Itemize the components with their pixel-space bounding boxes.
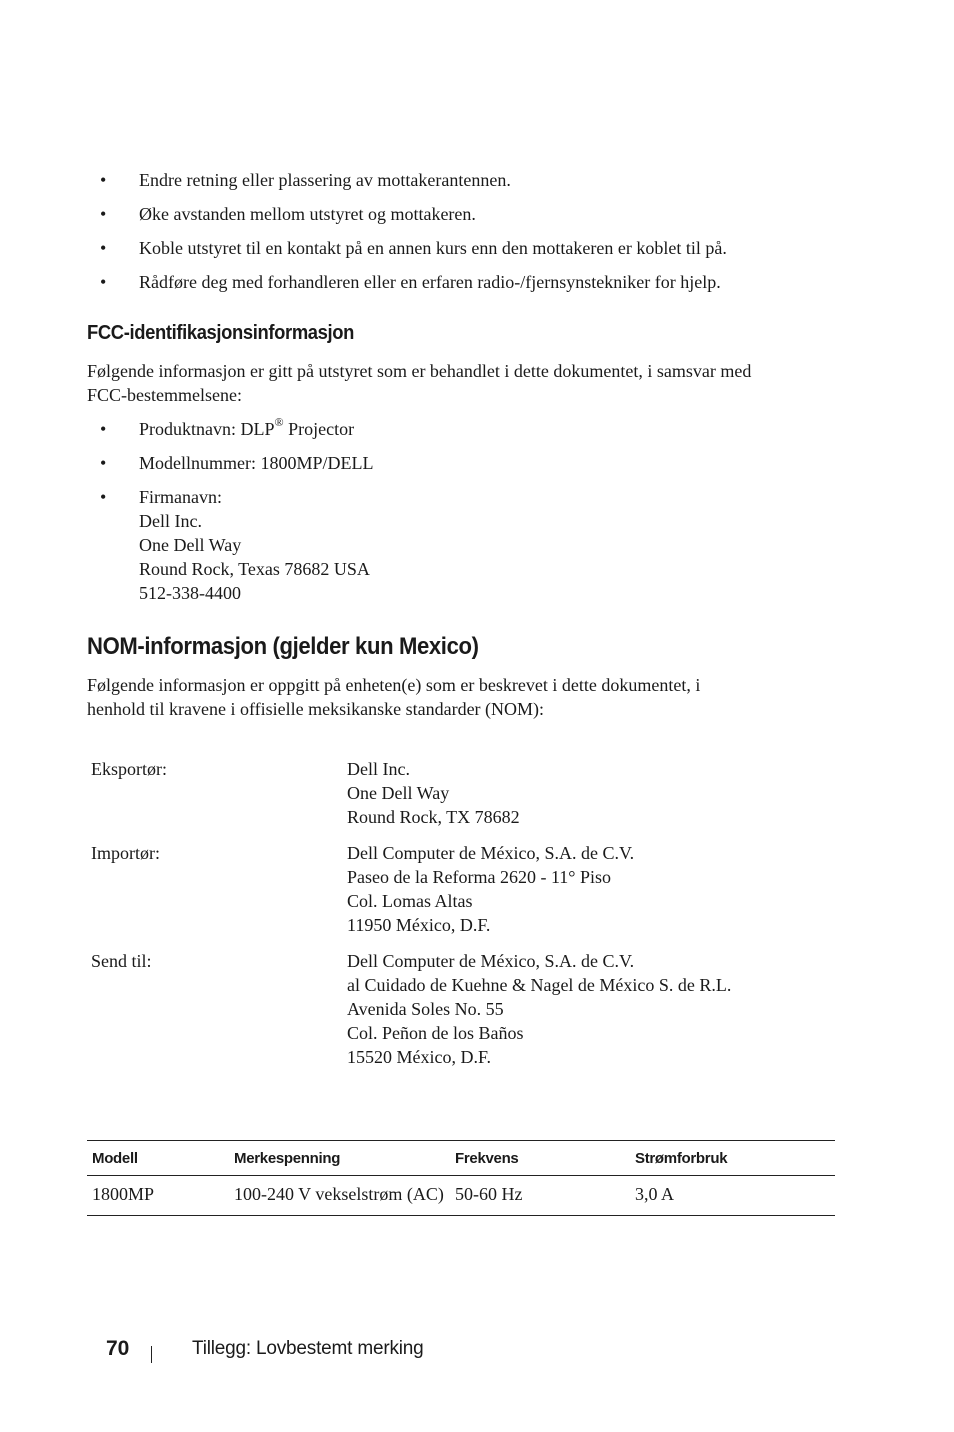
exporter-label: Eksportør: xyxy=(91,759,167,779)
list-item-text: Rådføre deg med forhandleren eller en erfaren radio-/fjernsynstekniker for hjelp. xyxy=(139,272,721,292)
company-line: Round Rock, Texas 78682 USA xyxy=(139,559,370,579)
list-item-text: Øke avstanden mellom utstyret og mottakeren. xyxy=(139,204,476,224)
company-item xyxy=(87,485,373,605)
bullet: • xyxy=(100,170,107,190)
nom-intro xyxy=(87,673,837,721)
bullet: • xyxy=(100,238,107,258)
cell-model: 1800MP xyxy=(87,1176,229,1216)
footer-divider xyxy=(151,1346,152,1363)
address-line: One Dell Way xyxy=(347,783,450,803)
list-item-text: Koble utstyret til en kontakt på en annen kurs enn den mottakeren er koblet til på. xyxy=(139,238,727,258)
importer-address xyxy=(347,841,634,937)
fcc-intro xyxy=(87,359,837,407)
exporter-address xyxy=(347,757,520,829)
address-line: 11950 México, D.F. xyxy=(347,915,491,935)
send-to-label: Send til: xyxy=(91,951,152,971)
address-line: 15520 México, D.F. xyxy=(347,1047,492,1067)
list-item xyxy=(87,270,727,294)
product-rest: Projector xyxy=(283,419,355,439)
bullet: • xyxy=(100,419,107,439)
address-line: Col. Peñon de los Baños xyxy=(347,1023,524,1043)
importer-label: Importør: xyxy=(91,843,160,863)
header-power: Strømforbruk xyxy=(630,1141,835,1176)
address-line: Dell Inc. xyxy=(347,759,410,779)
address-line: al Cuidado de Kuehne & Nagel de México S. de R.L. xyxy=(347,975,732,995)
cell-frequency: 50-60 Hz xyxy=(450,1176,630,1216)
cell-voltage: 100-240 V vekselstrøm (AC) xyxy=(229,1176,450,1216)
table-row xyxy=(87,1176,835,1216)
nom-intro-line: henhold til kravene i offisielle meksikanske standarder (NOM): xyxy=(87,699,545,719)
list-item xyxy=(87,168,727,192)
cell-power: 3,0 A xyxy=(630,1176,835,1216)
product-label: Produktnavn: DLP xyxy=(139,419,275,439)
recommendation-list xyxy=(87,168,727,304)
header-frequency: Frekvens xyxy=(450,1141,630,1176)
address-line: Paseo de la Reforma 2620 - 11° Piso xyxy=(347,867,611,887)
company-line: One Dell Way xyxy=(139,535,242,555)
nom-heading: NOM-informasjon (gjelder kun Mexico) xyxy=(87,633,479,660)
bullet: • xyxy=(100,453,107,473)
product-name-item xyxy=(87,417,373,441)
fcc-intro-line: Følgende informasjon er gitt på utstyret som er behandlet i dette dokumentet, i samsvar med xyxy=(87,361,752,381)
page-number: 70 xyxy=(106,1337,130,1360)
model-number-item xyxy=(87,451,373,475)
electrical-spec-table xyxy=(87,1140,835,1216)
registered-mark: ® xyxy=(274,415,284,429)
header-model: Modell xyxy=(87,1141,229,1176)
nom-intro-line: Følgende informasjon er oppgitt på enheten(e) som er beskrevet i dette dokumentet, i xyxy=(87,675,701,695)
fcc-intro-line: FCC-bestemmelsene: xyxy=(87,385,242,405)
bullet: • xyxy=(100,272,107,292)
company-label: Firmanavn: xyxy=(139,487,222,507)
send-to-address xyxy=(347,949,731,1069)
fcc-heading: FCC-identifikasjonsinformasjon xyxy=(87,322,355,344)
company-line: Dell Inc. xyxy=(139,511,202,531)
header-voltage: Merkespenning xyxy=(229,1141,450,1176)
list-item xyxy=(87,236,727,260)
bullet: • xyxy=(100,487,107,507)
address-line: Dell Computer de México, S.A. de C.V. xyxy=(347,843,635,863)
fcc-info-list xyxy=(87,417,373,615)
address-line: Round Rock, TX 78682 xyxy=(347,807,520,827)
list-item-text: Endre retning eller plassering av mottakerantennen. xyxy=(139,170,511,190)
address-line: Col. Lomas Altas xyxy=(347,891,473,911)
bullet: • xyxy=(100,204,107,224)
table-header-row xyxy=(87,1141,835,1176)
list-item xyxy=(87,202,727,226)
model-number: Modellnummer: 1800MP/DELL xyxy=(139,453,374,473)
footer-title: Tillegg: Lovbestemt merking xyxy=(192,1338,424,1359)
company-phone: 512-338-4400 xyxy=(139,583,241,603)
address-line: Dell Computer de México, S.A. de C.V. xyxy=(347,951,635,971)
address-line: Avenida Soles No. 55 xyxy=(347,999,504,1019)
